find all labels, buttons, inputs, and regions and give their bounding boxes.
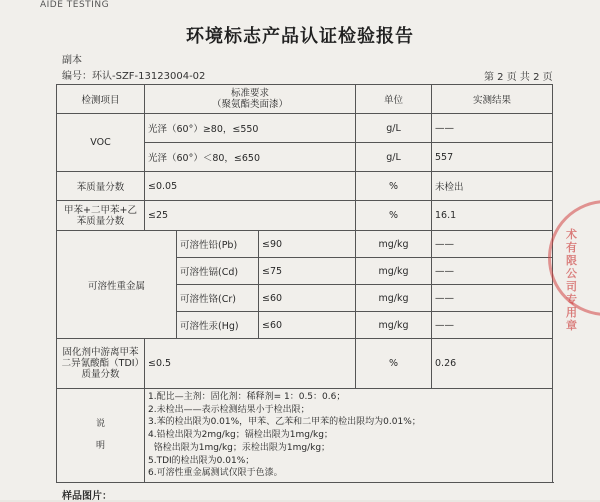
note-line: 5.TDI的检出限为0.01%； — [148, 455, 255, 466]
unit-voc-2: g/L — [356, 143, 432, 172]
req-voc-2: 光泽（60°）＜80，≤650 — [145, 143, 356, 172]
table-row — [57, 114, 553, 143]
result-lead: —— — [432, 231, 553, 258]
unit-tdi: % — [356, 339, 432, 389]
result-chromium: —— — [432, 285, 553, 312]
unit-tbx: % — [356, 201, 432, 231]
table-header-row — [57, 85, 553, 114]
unit-cadmium: mg/kg — [356, 258, 432, 285]
item-voc: VOC — [57, 114, 145, 172]
results-table — [56, 84, 553, 483]
item-heavy-metals: 可溶性重金属 — [57, 231, 177, 339]
col-header-standard: 标准要求 （聚氨酯类面漆） — [145, 85, 356, 114]
lab-header-strip: AIDE TESTING — [40, 0, 110, 10]
req-tdi: ≤0.5 — [145, 339, 356, 389]
unit-chromium: mg/kg — [356, 285, 432, 312]
note-line: 6.可溶性重金属测试仅限于色漆。 — [148, 468, 283, 479]
notes-content — [145, 389, 553, 483]
col-header-unit: 单位 — [356, 85, 432, 114]
unit-lead: mg/kg — [356, 231, 432, 258]
item-toluene-xylene-ethylbenzene: 甲苯+二甲苯+乙苯质量分数 — [57, 201, 145, 231]
table-row — [57, 231, 553, 258]
result-tbx: 16.1 — [432, 201, 553, 231]
sub-mercury: 可溶性汞(Hg) — [177, 312, 259, 339]
result-voc-2: 557 — [432, 143, 553, 172]
item-benzene: 苯质量分数 — [57, 172, 145, 201]
item-tdi: 固化剂中游离甲苯二异氰酸酯（TDI）质量分数 — [57, 339, 145, 389]
col-header-item: 检测项目 — [57, 85, 145, 114]
table-row — [57, 339, 553, 389]
col-header-result: 实测结果 — [432, 85, 553, 114]
note-line: 4.铅检出限为2mg/kg；镉检出限为1mg/kg； — [148, 430, 333, 441]
req-cadmium: ≤75 — [259, 258, 356, 285]
table-row — [57, 201, 553, 231]
sub-lead: 可溶性铅(Pb) — [177, 231, 259, 258]
page-info: 第 2 页 共 2 页 — [484, 72, 553, 83]
sub-chromium: 可溶性铬(Cr) — [177, 285, 259, 312]
result-cadmium: —— — [432, 258, 553, 285]
unit-mercury: mg/kg — [356, 312, 432, 339]
sub-cadmium: 可溶性镉(Cd) — [177, 258, 259, 285]
notes-label: 说 明 — [57, 389, 145, 483]
unit-voc-1: g/L — [356, 114, 432, 143]
req-tbx: ≤25 — [145, 201, 356, 231]
note-line: 3.苯的检出限为0.01%，甲苯、乙苯和二甲苯的检出限均为0.01%； — [148, 417, 421, 428]
copy-label: 副本 — [62, 55, 82, 66]
note-line: 1.配比—主剂：固化剂：稀释剂= 1：0.5：0.6； — [148, 391, 346, 402]
note-line: 2.未检出——表示检测结果小于检出限； — [148, 404, 310, 415]
result-tdi: 0.26 — [432, 339, 553, 389]
report-number: 编号：环认-SZF-13123004-02 — [62, 71, 206, 82]
stamp-text: 术有限公司专用章 — [566, 228, 577, 332]
report-title: 环境标志产品认证检验报告 — [186, 26, 414, 47]
req-voc-1: 光泽（60°）≥80，≤550 — [145, 114, 356, 143]
result-voc-1: —— — [432, 114, 553, 143]
table-row — [57, 172, 553, 201]
notes-row — [57, 389, 553, 483]
unit-benzene: % — [356, 172, 432, 201]
req-lead: ≤90 — [259, 231, 356, 258]
req-mercury: ≤60 — [259, 312, 356, 339]
sample-images-label: 样品图片： — [62, 491, 112, 502]
req-chromium: ≤60 — [259, 285, 356, 312]
result-mercury: —— — [432, 312, 553, 339]
req-benzene: ≤0.05 — [145, 172, 356, 201]
result-benzene: 未检出 — [432, 172, 553, 201]
note-line: 铬检出限为1mg/kg；汞检出限为1mg/kg； — [148, 442, 331, 453]
